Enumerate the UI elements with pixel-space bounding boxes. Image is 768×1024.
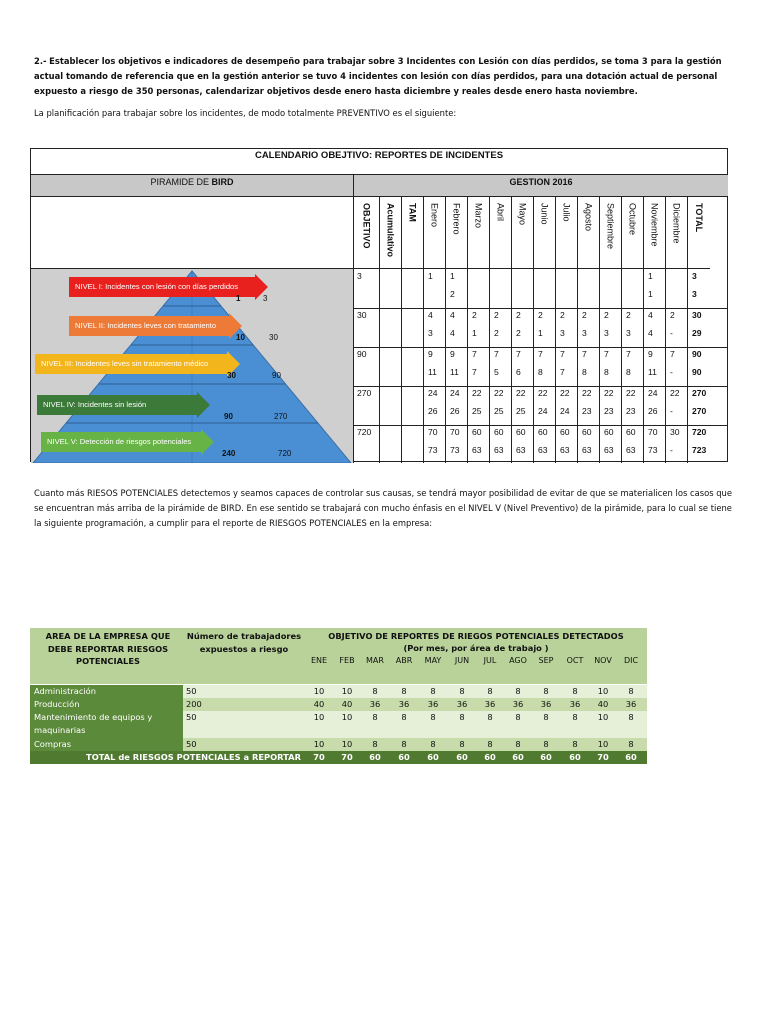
risk-workers-value: 200 xyxy=(186,699,202,709)
risk-month-value: 8 xyxy=(543,739,549,749)
column-header-label: Julio xyxy=(561,203,572,222)
risk-month-value: 8 xyxy=(572,712,578,722)
month-value: 1 xyxy=(450,271,455,281)
month-value: 60 xyxy=(516,427,526,437)
risk-total-value: 60 xyxy=(625,752,637,762)
header-subtitle: (Por mes, por área de trabajo ) xyxy=(403,643,549,653)
pyramid-level-arrow: NIVEL III: Incidentes leves sin tratamiento médico xyxy=(35,354,227,374)
calendar-table xyxy=(30,148,728,462)
column-header xyxy=(666,197,687,269)
objetivo-value: 3 xyxy=(357,271,362,281)
risk-month-value: 10 xyxy=(597,739,609,749)
risk-month-value: 8 xyxy=(487,686,493,696)
risk-month-value: 36 xyxy=(484,699,496,709)
month-value: 22 xyxy=(472,388,482,398)
month-value: 22 xyxy=(582,388,592,398)
total-value: 3 xyxy=(692,289,697,299)
risk-total-value: 70 xyxy=(341,752,353,762)
month-value: 2 xyxy=(516,328,521,338)
month-value: 73 xyxy=(428,445,438,455)
pyramid-target-value: 3 xyxy=(263,294,268,303)
month-header: MAR xyxy=(366,656,384,665)
month-value: 60 xyxy=(538,427,548,437)
month-value: 3 xyxy=(626,328,631,338)
risk-total-value: 70 xyxy=(597,752,609,762)
row-divider xyxy=(354,386,728,387)
risk-month-value: 36 xyxy=(398,699,410,709)
risk-total-value: 70 xyxy=(313,752,325,762)
bird-header xyxy=(31,175,354,197)
month-header: DIC xyxy=(623,656,639,665)
month-value: 63 xyxy=(516,445,526,455)
month-value: 70 xyxy=(648,427,658,437)
bird-blank-cell xyxy=(31,197,354,269)
month-value: 63 xyxy=(626,445,636,455)
month-value: 63 xyxy=(538,445,548,455)
month-value: 22 xyxy=(604,388,614,398)
risk-month-value: 8 xyxy=(401,712,407,722)
column-header-label: OBJETIVO xyxy=(361,203,372,249)
gestion-header: GESTION 2016 xyxy=(354,175,728,197)
month-value: 22 xyxy=(626,388,636,398)
month-value: 1 xyxy=(648,289,653,299)
month-value: 4 xyxy=(648,328,653,338)
bird-header-bold: BIRD xyxy=(211,177,234,187)
month-value: 24 xyxy=(560,406,570,416)
risk-month-value: 10 xyxy=(313,712,325,722)
month-value: 2 xyxy=(626,310,631,320)
month-value: 2 xyxy=(516,310,521,320)
month-value: 23 xyxy=(626,406,636,416)
month-value: 4 xyxy=(428,310,433,320)
month-value: 63 xyxy=(472,445,482,455)
risk-month-value: 10 xyxy=(313,739,325,749)
risk-month-value: 8 xyxy=(372,712,378,722)
objetivo-value: 30 xyxy=(357,310,367,320)
risk-month-value: 8 xyxy=(459,712,465,722)
month-value: 26 xyxy=(428,406,438,416)
intro-number: 2.- xyxy=(34,56,47,66)
month-value: 11 xyxy=(428,367,437,377)
month-value: 60 xyxy=(582,427,592,437)
bird-header-prefix: PIRAMIDE DE xyxy=(150,177,212,187)
month-header: NOV xyxy=(594,656,612,665)
month-value: 63 xyxy=(604,445,614,455)
risk-total-row xyxy=(30,751,647,764)
month-value: 7 xyxy=(560,367,565,377)
risk-total-label: TOTAL de RIESGOS POTENCIALES a REPORTAR xyxy=(86,752,301,762)
month-value: 24 xyxy=(428,388,438,398)
month-value: 2 xyxy=(494,328,499,338)
month-value: 22 xyxy=(538,388,548,398)
column-header-label: Marzo xyxy=(473,203,484,229)
month-value: 4 xyxy=(450,328,455,338)
month-value: 22 xyxy=(516,388,526,398)
column-header-label: Septiembre xyxy=(605,203,616,250)
month-value: 63 xyxy=(494,445,504,455)
month-value: 7 xyxy=(670,349,675,359)
risk-month-value: 8 xyxy=(401,739,407,749)
column-header-label: Octubre xyxy=(627,203,638,236)
pyramid-target-value: 270 xyxy=(274,412,288,421)
column-header xyxy=(534,197,555,269)
month-value: - xyxy=(670,328,673,338)
pyramid-level-arrow: NIVEL I: Incidentes con lesión con días perdidos xyxy=(69,277,255,297)
risk-month-value: 8 xyxy=(543,712,549,722)
month-value: 7 xyxy=(626,349,631,359)
month-value: 60 xyxy=(626,427,636,437)
total-value: 723 xyxy=(692,445,707,455)
calendar-column xyxy=(354,197,380,463)
risk-month-value: 8 xyxy=(401,686,407,696)
risk-month-value: 8 xyxy=(515,739,521,749)
month-value: 63 xyxy=(560,445,570,455)
pyramid-level-arrow: NIVEL II: Incidentes leves con tratamiento xyxy=(69,316,229,336)
risk-total-value: 60 xyxy=(569,752,581,762)
risk-month-value: 8 xyxy=(430,739,436,749)
month-value: 7 xyxy=(582,349,587,359)
month-value: 3 xyxy=(604,328,609,338)
column-header-label: Diciembre xyxy=(671,203,682,244)
column-header xyxy=(622,197,643,269)
month-value: 24 xyxy=(538,406,548,416)
month-value: 2 xyxy=(538,310,543,320)
risk-total-value: 60 xyxy=(398,752,410,762)
month-header: JUL xyxy=(483,656,497,665)
month-value: 2 xyxy=(472,310,477,320)
month-value: 5 xyxy=(494,367,499,377)
risk-month-value: 36 xyxy=(456,699,468,709)
objetivo-value: 720 xyxy=(357,427,372,437)
risk-row xyxy=(30,685,647,698)
risk-month-value: 40 xyxy=(313,699,325,709)
month-value: 25 xyxy=(494,406,504,416)
calendar-title: CALENDARIO OBEJTIVO: REPORTES DE INCIDENTES xyxy=(31,149,727,175)
pyramid-target-value: 30 xyxy=(269,333,278,342)
month-value: 9 xyxy=(648,349,653,359)
calendar-column xyxy=(380,197,402,463)
month-value: 11 xyxy=(648,367,657,377)
pyramid-target-value: 90 xyxy=(272,371,281,380)
month-header: ENE xyxy=(310,656,328,665)
column-header xyxy=(688,197,710,269)
month-header: JUN xyxy=(454,656,470,665)
pyramid-target-value: 720 xyxy=(278,449,292,458)
month-value: - xyxy=(670,445,673,455)
risk-month-value: 36 xyxy=(540,699,552,709)
month-value: 25 xyxy=(472,406,482,416)
risk-month-value: 36 xyxy=(369,699,381,709)
month-header: MAY xyxy=(424,656,442,665)
month-value: 7 xyxy=(516,349,521,359)
month-header: ABR xyxy=(395,656,413,665)
column-header-label: Febrero xyxy=(451,203,462,235)
month-value: 6 xyxy=(516,367,521,377)
risk-month-value: 36 xyxy=(569,699,581,709)
risk-month-value: 8 xyxy=(515,712,521,722)
risk-month-value: 8 xyxy=(543,686,549,696)
pyramid-ratio-value: 10 xyxy=(236,333,245,342)
month-value: - xyxy=(670,367,673,377)
month-value: 24 xyxy=(648,388,658,398)
month-value: 1 xyxy=(538,328,543,338)
risk-workers-value: 50 xyxy=(186,712,197,722)
total-value: 720 xyxy=(692,427,707,437)
risk-month-value: 8 xyxy=(572,686,578,696)
month-value: 23 xyxy=(604,406,614,416)
risks-paragraph: Cuanto más RIESOS POTENCIALES detectemos y seamos capaces de controlar sus causas, se tendrá mayor posibilidad de evitar de que se materialicen los casos que se encuentran más arriba de la pirámide de BIRD. En ese sentido se trabajará con mucho énfasis en el NIVEL V (Nivel Preventivo) de la pirámide, para lo cual se tiene la siguiente programación, a cumplir para el reporte de RIESGOS POTENCIALES en la empresa: xyxy=(34,488,733,528)
risk-month-value: 8 xyxy=(515,686,521,696)
month-value: 73 xyxy=(648,445,658,455)
risk-month-value: 40 xyxy=(597,699,609,709)
risk-area-label: Administración xyxy=(30,685,183,698)
total-value: 3 xyxy=(692,271,697,281)
risk-month-value: 10 xyxy=(341,739,353,749)
risk-row xyxy=(30,738,647,751)
column-header-label: Enero xyxy=(429,203,440,228)
total-value: 29 xyxy=(692,328,702,338)
risk-month-value: 8 xyxy=(430,712,436,722)
risk-month-value: 36 xyxy=(427,699,439,709)
pyramid-level-arrow: NIVEL IV: Incidentes sin lesión xyxy=(37,395,197,415)
risk-row xyxy=(30,698,647,711)
risk-month-value: 36 xyxy=(625,699,637,709)
month-value: 7 xyxy=(604,349,609,359)
month-value: 25 xyxy=(516,406,526,416)
risk-area-label: Mantenimiento de equipos y maquinarias xyxy=(30,711,183,738)
risk-month-value: 8 xyxy=(487,739,493,749)
month-value: 8 xyxy=(604,367,609,377)
row-divider xyxy=(354,347,728,348)
risk-month-value: 10 xyxy=(597,686,609,696)
column-header xyxy=(354,197,379,269)
month-value: 1 xyxy=(428,271,433,281)
intro-paragraph xyxy=(34,54,734,99)
column-header xyxy=(512,197,533,269)
month-value: 2 xyxy=(494,310,499,320)
column-header xyxy=(380,197,401,269)
month-value: 2 xyxy=(670,310,675,320)
month-value: 26 xyxy=(648,406,658,416)
intro-text: Establecer los objetivos e indicadores de desempeño para trabajar sobre 3 Incidentes con Lesión con días perdidos, se toma 3 para la gestión actual tomando de referencia que en la gestión anterior se tuvo 4 incidentes con lesión con días perdidos, para una dotación actual de personal expuesto a riesgo de 350 personas, calendarizar objetivos desde enero hasta diciembre y reales desde enero hasta noviembre. xyxy=(34,56,722,96)
month-value: 7 xyxy=(560,349,565,359)
month-value: 30 xyxy=(670,427,680,437)
column-header-label: Noviembre xyxy=(649,203,660,247)
total-value: 90 xyxy=(692,349,702,359)
risk-total-value: 60 xyxy=(427,752,439,762)
month-value: 60 xyxy=(494,427,504,437)
month-value: 7 xyxy=(538,349,543,359)
month-header: AGO xyxy=(509,656,527,665)
pyramid-ratio-value: 30 xyxy=(227,371,236,380)
risk-row xyxy=(30,711,647,738)
month-value: 2 xyxy=(582,310,587,320)
risk-month-value: 8 xyxy=(572,739,578,749)
risk-month-value: 8 xyxy=(459,739,465,749)
month-header: FEB xyxy=(339,656,355,665)
column-header-label: Abril xyxy=(495,203,506,222)
pyramid-ratio-value: 90 xyxy=(224,412,233,421)
risk-month-value: 8 xyxy=(628,686,634,696)
risk-workers-value: 50 xyxy=(186,739,197,749)
risk-month-value: 10 xyxy=(341,712,353,722)
month-value: 8 xyxy=(538,367,543,377)
month-value: 63 xyxy=(582,445,592,455)
month-value: 3 xyxy=(582,328,587,338)
risk-total-value: 60 xyxy=(512,752,524,762)
risk-workers-value: 50 xyxy=(186,686,197,696)
risk-area-label: Compras xyxy=(30,738,183,751)
column-header-label: TAM xyxy=(407,203,418,222)
month-value: 60 xyxy=(560,427,570,437)
month-value: 3 xyxy=(428,328,433,338)
risk-month-value: 8 xyxy=(372,686,378,696)
column-header xyxy=(644,197,665,269)
month-value: 3 xyxy=(560,328,565,338)
month-value: 2 xyxy=(450,289,455,299)
column-header xyxy=(600,197,621,269)
month-value: 8 xyxy=(626,367,631,377)
risk-total-value: 60 xyxy=(369,752,381,762)
column-header-label: Junio xyxy=(539,203,550,225)
calendar-column xyxy=(402,197,424,463)
risk-month-value: 8 xyxy=(372,739,378,749)
month-value: - xyxy=(670,406,673,416)
month-value: 22 xyxy=(670,388,680,398)
month-value: 23 xyxy=(582,406,592,416)
risk-month-value: 36 xyxy=(512,699,524,709)
column-header-label: Agosto xyxy=(583,203,594,232)
total-value: 270 xyxy=(692,388,707,398)
column-header-label: Acumulativo xyxy=(385,203,396,258)
bird-pyramid xyxy=(31,269,354,463)
total-value: 90 xyxy=(692,367,702,377)
month-value: 9 xyxy=(428,349,433,359)
month-value: 24 xyxy=(450,388,460,398)
risk-month-value: 8 xyxy=(628,739,634,749)
month-value: 70 xyxy=(450,427,460,437)
month-value: 11 xyxy=(450,367,459,377)
month-value: 22 xyxy=(494,388,504,398)
month-value: 60 xyxy=(472,427,482,437)
column-header xyxy=(490,197,511,269)
month-value: 70 xyxy=(428,427,438,437)
header-workers: Número de trabajadores expuestos a riesgo xyxy=(186,631,302,654)
month-header: SEP xyxy=(538,656,554,665)
risk-month-value: 8 xyxy=(628,712,634,722)
pyramid-level-arrow: NIVEL V: Detección de riesgos potenciales xyxy=(41,432,201,452)
risk-month-value: 40 xyxy=(341,699,353,709)
month-value: 4 xyxy=(648,310,653,320)
month-header: OCT xyxy=(566,656,584,665)
risk-month-value: 10 xyxy=(341,686,353,696)
row-divider xyxy=(354,425,728,426)
month-value: 7 xyxy=(472,367,477,377)
objetivo-value: 270 xyxy=(357,388,372,398)
row-divider xyxy=(354,308,728,309)
risk-total-value: 60 xyxy=(540,752,552,762)
risk-month-value: 10 xyxy=(597,712,609,722)
risk-total-value: 60 xyxy=(484,752,496,762)
column-header-label: Mayo xyxy=(517,203,528,226)
month-value: 4 xyxy=(450,310,455,320)
risk-area-label: Producción xyxy=(30,698,183,711)
risk-month-value: 10 xyxy=(313,686,325,696)
pyramid-ratio-value: 1 xyxy=(236,294,241,303)
month-value: 9 xyxy=(450,349,455,359)
column-header xyxy=(578,197,599,269)
planning-paragraph: La planificación para trabajar sobre los incidentes, de modo totalmente PREVENTIVO es el siguiente: xyxy=(34,108,457,118)
month-value: 8 xyxy=(582,367,587,377)
month-value: 60 xyxy=(604,427,614,437)
month-value: 1 xyxy=(472,328,477,338)
column-header xyxy=(468,197,489,269)
objetivo-value: 90 xyxy=(357,349,367,359)
column-header xyxy=(402,197,423,269)
month-value: 2 xyxy=(604,310,609,320)
month-value: 1 xyxy=(648,271,653,281)
pyramid-ratio-value: 240 xyxy=(222,449,236,458)
column-header xyxy=(556,197,577,269)
header-area: AREA DE LA EMPRESA QUE DEBE REPORTAR RIESGOS POTENCIALES xyxy=(45,631,171,666)
risk-month-value: 8 xyxy=(487,712,493,722)
risk-month-value: 8 xyxy=(459,686,465,696)
header-objective: OBJETIVO DE REPORTES DE RIEGOS POTENCIALES DETECTADOS xyxy=(328,631,624,641)
risk-total-value: 60 xyxy=(456,752,468,762)
total-value: 270 xyxy=(692,406,707,416)
month-value: 7 xyxy=(494,349,499,359)
month-value: 7 xyxy=(472,349,477,359)
month-value: 73 xyxy=(450,445,460,455)
month-value: 22 xyxy=(560,388,570,398)
month-value: 2 xyxy=(560,310,565,320)
column-header-label: TOTAL xyxy=(694,203,704,233)
column-header xyxy=(446,197,467,269)
total-value: 30 xyxy=(692,310,702,320)
column-header xyxy=(424,197,445,269)
month-value: 26 xyxy=(450,406,460,416)
risk-month-value: 8 xyxy=(430,686,436,696)
